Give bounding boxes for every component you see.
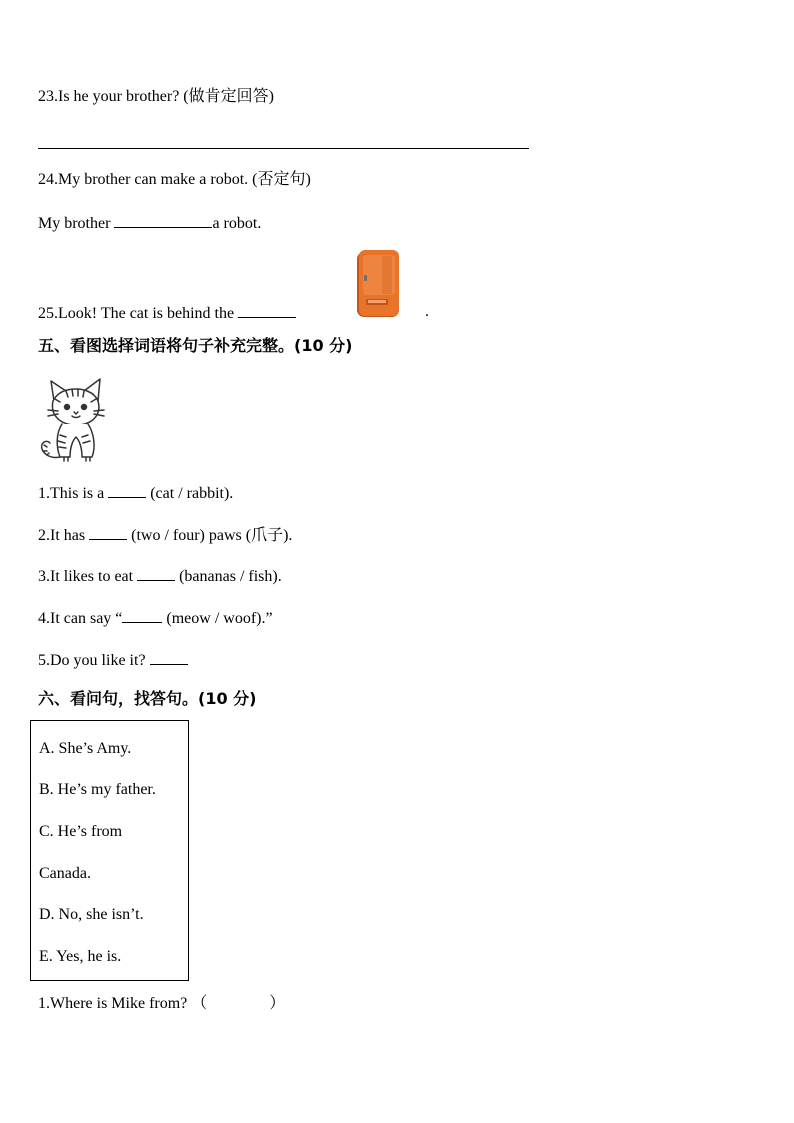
q24-suffix: a robot. <box>212 215 262 232</box>
s5-item-5-text: 5.Do you like it? <box>38 652 150 669</box>
s5-item-4-options: (meow / woof).” <box>162 610 273 627</box>
question-23: 23.Is he your brother? (做肯定回答) <box>38 88 274 105</box>
option-b: B. He’s my father. <box>39 781 156 798</box>
s5-item-2-blank[interactable] <box>89 524 127 540</box>
s5-item-3-text: 3.It likes to eat <box>38 568 138 585</box>
s5-item-4-blank[interactable] <box>122 607 162 623</box>
s5-item-3 <box>38 565 282 587</box>
s5-item-1 <box>38 482 233 504</box>
s6-question-1 <box>38 994 285 1014</box>
s5-item-5 <box>38 649 188 671</box>
question-24: 24.My brother can make a robot. (否定句) <box>38 171 311 188</box>
q25-period: . <box>425 303 429 320</box>
q24-prefix: My brother <box>38 215 115 232</box>
s5-item-1-blank[interactable] <box>108 482 146 498</box>
option-a: A. She’s Amy. <box>39 740 132 757</box>
s5-item-3-blank[interactable] <box>137 565 175 581</box>
s6-q1-text: 1.Where is Mike from? <box>38 995 188 1012</box>
s5-item-1-options: (cat / rabbit). <box>146 485 234 502</box>
s5-item-1-text: 1.This is a <box>38 485 109 502</box>
s5-item-3-options: (bananas / fish). <box>175 568 282 585</box>
cat-illustration <box>38 375 112 465</box>
question-24-answer <box>38 212 261 234</box>
q25-text: 25.Look! The cat is behind the <box>38 305 239 322</box>
answer-line-23 <box>38 148 529 149</box>
s5-item-2 <box>38 524 292 546</box>
option-c: C. He’s from <box>39 823 123 840</box>
s5-item-4-text: 4.It can say “ <box>38 610 123 627</box>
option-e: E. Yes, he is. <box>39 948 122 965</box>
s6-q1-close-paren: ） <box>269 995 286 1012</box>
s5-item-2-options: (two / four) paws (爪子). <box>127 527 293 544</box>
section-5-heading: 五、看图选择词语将句子补充完整。(10 分) <box>38 336 353 355</box>
s6-q1-open-paren: （ <box>191 995 208 1012</box>
q25-blank[interactable] <box>238 302 296 318</box>
answer-options-box <box>30 720 189 981</box>
option-d: D. No, she isn’t. <box>39 906 144 923</box>
section-6-heading: 六、看问句，找答句。(10 分) <box>38 689 257 708</box>
s5-item-4 <box>38 607 273 629</box>
option-c-cont: Canada. <box>39 865 91 882</box>
q24-blank[interactable] <box>114 212 212 228</box>
s5-item-5-blank[interactable] <box>150 649 188 665</box>
s5-item-2-text: 2.It has <box>38 527 90 544</box>
question-25 <box>38 302 296 324</box>
locker-icon <box>356 248 402 320</box>
